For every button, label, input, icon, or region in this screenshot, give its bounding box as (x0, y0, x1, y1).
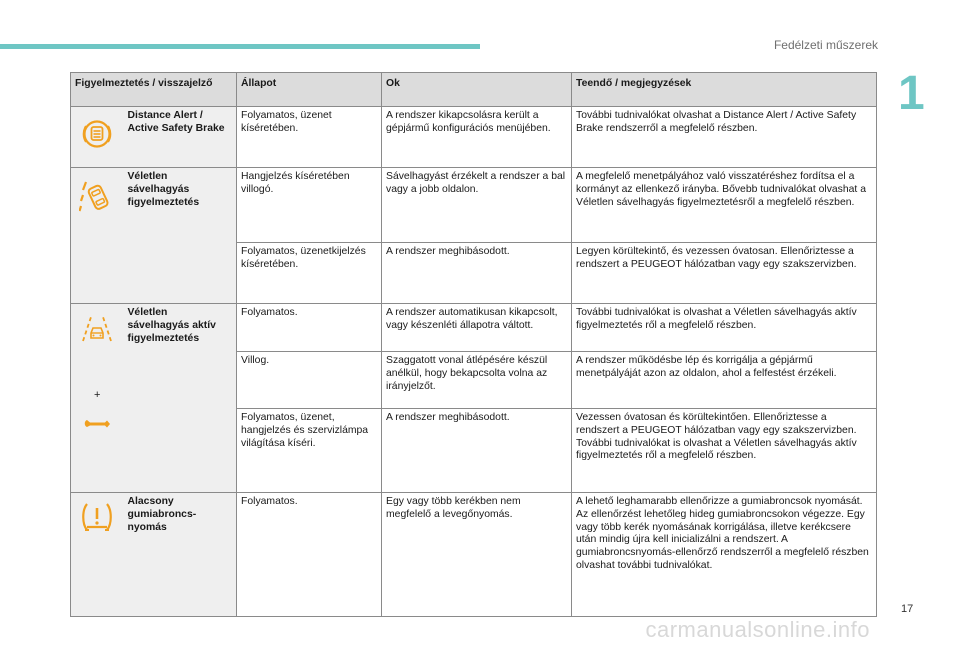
column-header-cause: Ok (382, 73, 572, 107)
cause-cell: A rendszer kikapcsolásra került a gépjármű konfigurációs menüjében. (382, 107, 572, 168)
tyre-pressure-icon (79, 501, 115, 533)
cause-cell: A rendszer meghibásodott. (382, 409, 572, 493)
table-header-row (71, 73, 877, 107)
active-lane-keeping-icon (80, 314, 114, 344)
indicator-icon-cell (71, 304, 124, 493)
wrench-icon (83, 417, 111, 433)
cause-cell: Sávelhagyást érzékelt a rendszer a bal vagy a jobb oldalon. (382, 168, 572, 243)
header-accent-bar (0, 44, 480, 49)
page-number: 17 (901, 603, 914, 615)
indicator-icon-cell (71, 107, 124, 168)
state-cell: Folyamatos, üzenetkijelzés kíséretében. (237, 243, 382, 304)
chapter-number: 1 (898, 67, 925, 120)
indicator-name: Alacsony gumiabroncs-nyomás (124, 493, 237, 617)
plus-sign: + (94, 389, 101, 401)
warning-lights-table (70, 72, 877, 617)
table-row (71, 107, 877, 168)
state-cell: Folyamatos. (237, 493, 382, 617)
action-cell: A lehető leghamarabb ellenőrizze a gumiabroncsok nyomását. Az ellenőrzést lehetőleg hideg gumiabroncsokon végezze. Egy vagy több kerék nyomásának korrigálása, illetve kerékcsere után mindig újra kell inicializálni a rendszert. A gumiabroncsnyomás-ellenőrző rendszerről a megfelelő részben olvashat további tudnivalókat. (572, 493, 877, 617)
distance-alert-icon (81, 118, 113, 150)
indicator-icon-cell (71, 168, 124, 304)
indicator-icon-cell (71, 493, 124, 617)
action-cell: A rendszer működésbe lép és korrigálja a gépjármű menetpályáját azon az oldalon, ahol a felfestést érzékeli. (572, 352, 877, 409)
indicator-name: Distance Alert / Active Safety Brake (124, 107, 237, 168)
cause-cell: Szaggatott vonal átlépésére készül anélkül, hogy bekapcsolta volna az irányjelzőt. (382, 352, 572, 409)
cause-cell: A rendszer automatikusan kikapcsolt, vagy készenléti állapotra váltott. (382, 304, 572, 352)
lane-departure-icon (79, 178, 115, 214)
section-title: Fedélzeti műszerek (773, 38, 878, 52)
action-cell: További tudnivalókat olvashat a Distance Alert / Active Safety Brake rendszerről a megfelelő részben. (572, 107, 877, 168)
column-header-indicator: Figyelmeztetés / visszajelző (71, 73, 237, 107)
state-cell: Folyamatos. (237, 304, 382, 352)
action-cell: További tudnivalókat is olvashat a Véletlen sávelhagyás aktív figyelmeztetés ről a megfelelő részben. (572, 304, 877, 352)
table-row (71, 168, 877, 243)
state-cell: Folyamatos, üzenet kíséretében. (237, 107, 382, 168)
indicator-name: Véletlen sávelhagyás figyelmeztetés (124, 168, 237, 304)
table-row (71, 493, 877, 617)
cause-cell: Egy vagy több kerékben nem megfelelő a levegőnyomás. (382, 493, 572, 617)
action-cell: A megfelelő menetpályához való visszatéréshez fordítsa el a kormányt az ellenkező irányba. Bővebb tudnivalókat olvashat a Véletlen sávelhagyás figyelmeztetésről a megfelelő részben. (572, 168, 877, 243)
state-cell: Hangjelzés kíséretében villogó. (237, 168, 382, 243)
table-row (71, 304, 877, 352)
action-cell: Vezessen óvatosan és körültekintően. Ellenőriztesse a rendszert a PEUGEOT hálózatban vagy egy szakszervizben. További tudnivalókat is olvashat a Véletlen sávelhagyás aktív figyelmeztetés ről a megfelelő részben. (572, 409, 877, 493)
action-cell: Legyen körültekintő, és vezessen óvatosan. Ellenőriztesse a rendszert a PEUGEOT hálózatban vagy egy szakszervizben. (572, 243, 877, 304)
cause-cell: A rendszer meghibásodott. (382, 243, 572, 304)
state-cell: Villog. (237, 352, 382, 409)
watermark: carmanualsonline.info (645, 617, 870, 642)
column-header-action: Teendő / megjegyzések (572, 73, 877, 107)
column-header-state: Állapot (237, 73, 382, 107)
indicator-name: Véletlen sávelhagyás aktív figyelmeztetés (124, 304, 237, 493)
state-cell: Folyamatos, üzenet, hangjelzés és szervizlámpa világítása kíséri. (237, 409, 382, 493)
